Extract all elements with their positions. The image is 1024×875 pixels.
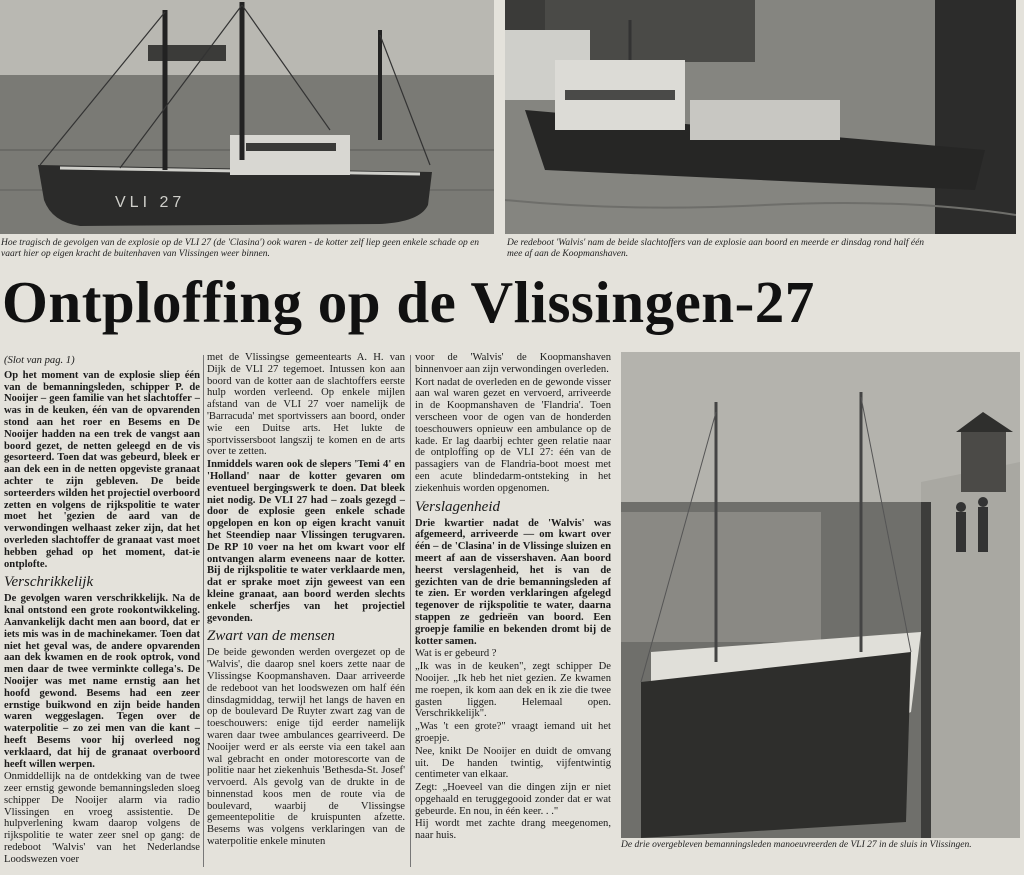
caption-top-right: De redeboot 'Walvis' nam de beide slachtoffers van de explosie aan boord en meerde er dinsdag rond half één mee af aan de Koopmanshaven. [507,238,925,259]
paragraph: De beide gewonden werden overgezet op de 'Walvis', die daarop snel koers zette naar de Vlissingse Koopmanshaven. Daar arriveerde de redeboot van het loodswezen om half één dinsdagmiddag, terwijl het langs de haven en op de boulevard De Ruyter zwart zag van de toeschouwers: enige tijd eerder namelijk waren daar twee ambulances gearriveerd. De Nooijer werd er als eerste via een takel aan wal gebracht en onder motorescorte van de politie naar het ziekenhuis 'Bethesda-St. Josef' vervoerd. Als gevolg van de drukte in de binnenstad koos men de route via de boulevard, waarbij de Vlissingse gemeentepolitie de kruispunten afzette. Besems was volgens verklaringen van de waterpolitie enkele minuten [207,647,405,848]
photo-trawler [0,0,494,234]
paragraph: „Was 't een grote?" vraagt iemand uit het groepje. [415,721,611,744]
article-column-2 [207,352,405,870]
continuation-note: (Slot van pag. 1) [4,355,75,366]
paragraph: met de Vlissingse gemeentearts A. H. van Dijk de VLI 27 tegemoet. Intussen kon aan boord van de kotter aan de slachtoffers eerste hulp worden verleend. Op enkele mijlen afstand van de VLI 27 voer namelijk de 'Barracuda' met sportvissers aan boord, onder wie een Duitse arts. Het lukte de sportvissersboot langszij te komen en de arts over te zetten. [207,352,405,458]
paragraph: Wat is er gebeurd ? [415,648,497,660]
column-divider [410,355,411,867]
caption-top-left: Hoe tragisch de gevolgen van de explosie op de VLI 27 (de 'Clasina') ook waren - de kotter zelf liep geen enkele schade op en vaart hier op eigen kracht de buitenhaven van Vlissingen weer binnen. [1,238,480,259]
column-divider [203,355,204,867]
paragraph: Nee, knikt De Nooijer en duidt de omvang uit. De handen twintig, vijfentwintig centimeter van elkaar. [415,745,611,781]
photo-rescue-boat-icon [505,0,1016,234]
subheading-verslagenheid: Verslagenheid [415,498,500,515]
photo-lock-icon [621,352,1020,838]
paragraph: Hij wordt met zachte drang meegenomen, naar huis. [415,818,611,842]
paragraph: Kort nadat de overleden en de gewonde visser aan wal waren gezet en vervoerd, arriveerde in de Koopmanshaven de 'Flandria'. Toen verscheen voor de ogen van de honderden toeschouwers opnieuw een ambulance op de kade. Er lag daarbij echter geen relatie naar de ontploffing op de VLI 27: één van de passagiers van de Flandria-boot moest met een acute blindedarm-ontsteking in het ziekenhuis worden opgenomen. [415,376,611,494]
paragraph: Inmiddels waren ook de slepers 'Temi 4' en 'Holland' naar de kotter gevaren om eventueel bergingswerk te doen. Dat bleek niet nodig. De VLI 27 had – zoals gezegd – door de explosie geen enkele schade opgelopen en kon op eigen kracht vanuit het Steendiep naar Vlissingen terugvaren. De RP 10 voer na het om kwart voor elf ontvangen alarm eveneens naar de kotter. Bij de rijkspolitie te water verklaarde men, dat er sprake moet zijn geweest van een kleine granaat, aan boord werden slechts enkele scherfjes van het projectiel gevonden. [207,459,405,624]
subheading-verschrikkelijk: Verschrikkelijk [4,574,94,591]
paragraph: „Ik was in de keuken", zegt schipper De Nooijer. „Ik heb het niet gezien. Ze kwamen me roepen, ik kom aan dek en ik zie die twee gasten liggen. Helemaal open. Verschrikkelijk". [415,661,611,720]
paragraph: Op het moment van de explosie sliep één van de bemanningsleden, schipper P. de Nooijer – geen familie van het slachtoffer – was in de keuken, één van de opvarenden stond aan het roer en Besems en De Nooijer hadden na een trek de vangst aan boord gezet, de netten geleegd en de vis gesorteerd. Toen dat was gebeurd, bleek er aan dek een in de netten opgeviste granaat achter te zijn gebleven. De beide sorteerders wilden het projectiel overboord zetten en volgens de rijkspolitie te water moet het 'gezien de aard van de verwondingen welhaast zeker zijn, dat het overleden slachtoffer de granaat vast moet hebben gehad op het moment, dat-ie ontplofte. [4,369,200,570]
svg-text:VLI 27: VLI 27 [115,194,186,211]
paragraph: Zegt: „Hoeveel van die dingen zijn er niet opgehaald en teruggegooid zonder dat er wat gebeurde. En nou, in één keer. . ." [415,782,611,817]
paragraph: Onmiddellijk na de ontdekking van de twee zeer ernstig gewonde bemanningsleden sloeg schipper De Nooijer alarm via radio Vlissingen en vroeg assistentie. De hulpverlening kwam daarop volgens de rijkspolitie te water zeer snel op gang: de redeboot 'Walvis' van het Nederlandse Loodswezen voer [4,771,200,865]
paragraph: Drie kwartier nadat de 'Walvis' was afgemeerd, arriveerde — om kwart over één – de 'Clasina' in de Vlissinge sluizen en meert af aan de vissershaven. Aan boord heerst verslagenheid, het is van de gezichten van de drie bemanningsleden af te zien. Er worden verklaringen afgelegd tegenover de rijkspolitie te water, daarna stappen ze gedrieën van boord. Een groepje familie en bekenden dromt bij de kotter samen. [415,517,611,647]
photo-rescue-boat [505,0,1016,234]
caption-bottom-right: De drie overgebleven bemanningsleden manoeuvreerden de VLI 27 in de sluis in Vlissingen. [621,840,972,850]
photo-trawler-icon [0,0,494,234]
article-column-3 [415,352,611,867]
paragraph: voor de 'Walvis' de Koopmanshaven binnenvoer aan zijn verwondingen overleden. [415,352,611,375]
paragraph: De gevolgen waren verschrikkelijk. Na de knal ontstond een grote rookontwikkeling. Aanvankelijk dacht men aan boord, dat er iets mis was in de machinekamer. Toen dat niet het geval was, de andere opvarenden aan dek kwamen en de rook optrok, vond men daar de twee verminkte collega's. De Nooijer was met name ernstig aan het hoofd gewond. Besems had een zeer ernstige buikwond en zijn beide handen waren weggeslagen. Tegen over de waterpolitie – zo zei men van die kant – heeft Besems voor hij overleed nog verklaard, dat hij de granaat overboord heeft willen werpen. [4,593,200,770]
headline: Ontploffing op de Vlissingen-27 [2,269,815,335]
subheading-zwart-van-de-mensen: Zwart van de mensen [207,628,335,645]
photo-lock [621,352,1020,838]
article-column-1 [4,355,200,870]
